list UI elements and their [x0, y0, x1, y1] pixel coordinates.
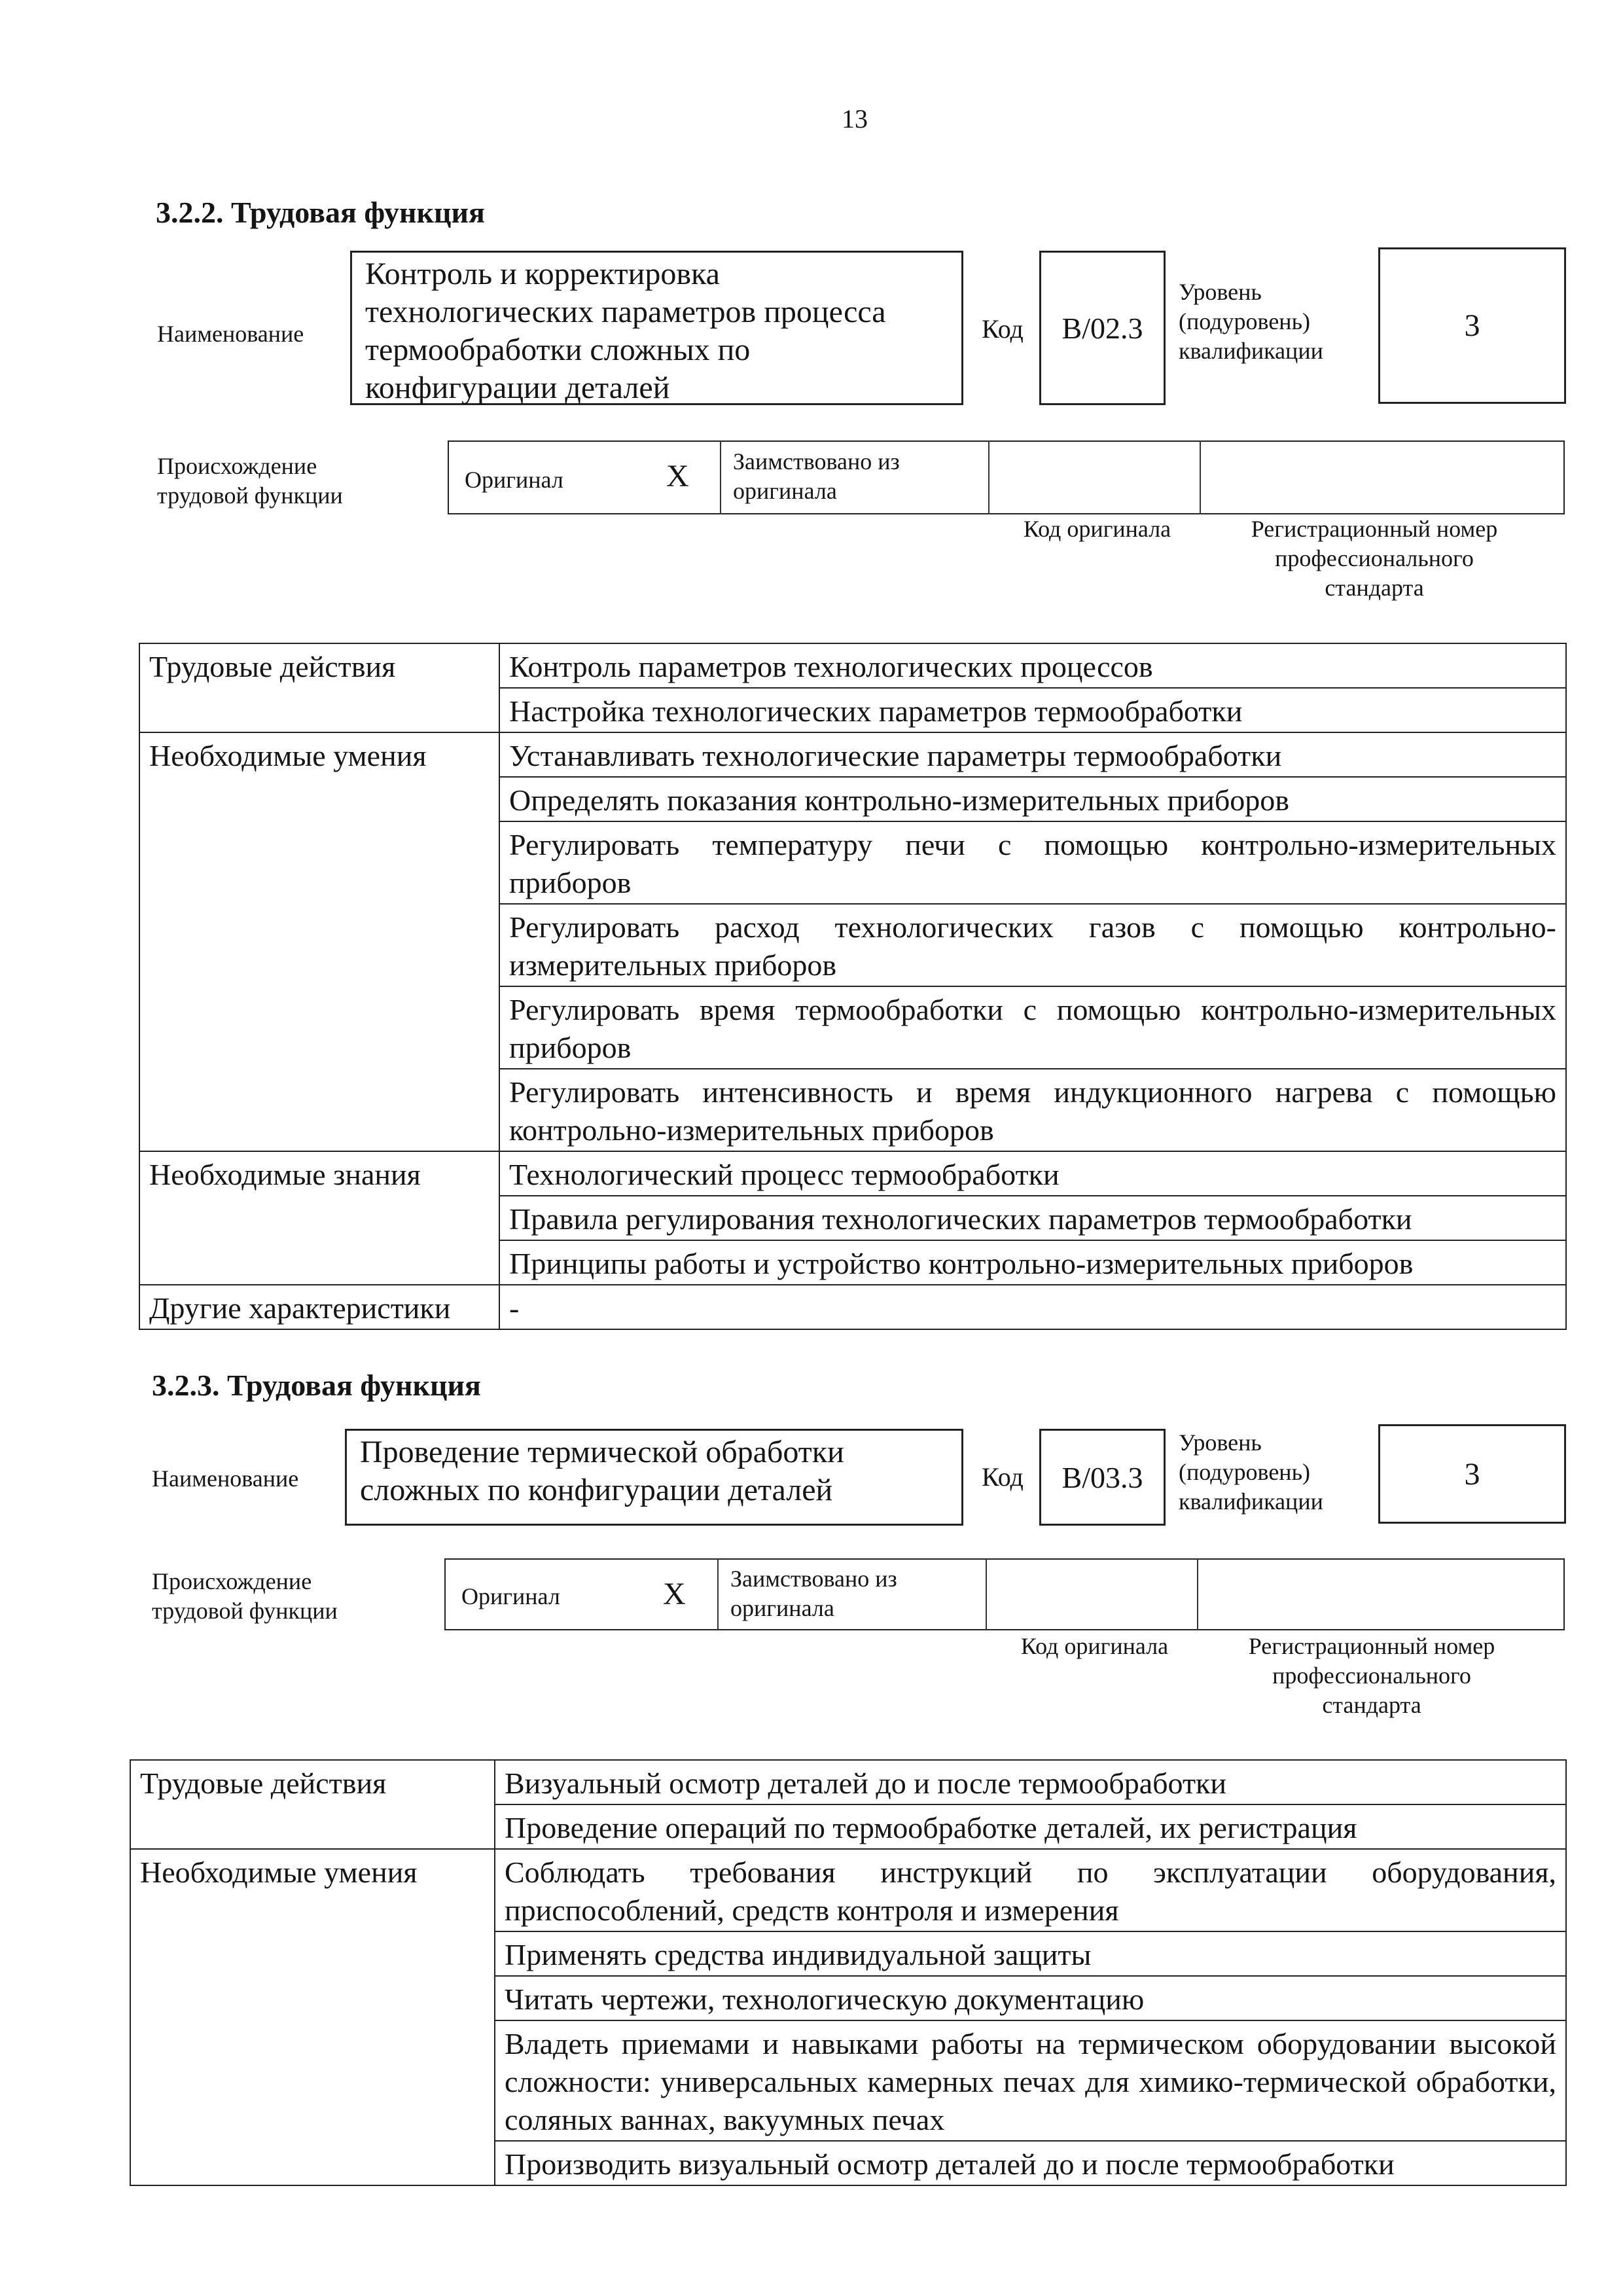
code-label: Код — [982, 314, 1024, 344]
skill-item: Владеть приемами и навыками работы на термическом оборудовании высокой сложности: универсальных камерных печах для химико-термической обработки, соляных ваннах, вакуумных печах — [495, 2020, 1566, 2141]
knowledge-item: Правила регулирования технологических параметров термообработки — [499, 1196, 1566, 1240]
section-title: 3.2.3. Трудовая функция — [152, 1369, 481, 1402]
category-actions: Трудовые действия — [139, 643, 499, 732]
name-label: Наименование — [157, 321, 304, 347]
original-code-label: Код оригинала — [1020, 1633, 1169, 1659]
original-mark: X — [663, 1577, 686, 1611]
table-row — [139, 1151, 1566, 1196]
other-value: - — [499, 1285, 1566, 1329]
function-details-table — [130, 1759, 1567, 2186]
borrowed-label: Заимствовано из оригинала — [733, 448, 900, 504]
action-item: Проведение операций по термообработке деталей, их регистрация — [495, 1804, 1566, 1849]
skill-item: Применять средства индивидуальной защиты — [495, 1931, 1566, 1976]
skill-item: Устанавливать технологические параметры термообработки — [499, 732, 1566, 777]
table-row — [130, 1760, 1566, 1804]
divider — [717, 1558, 719, 1630]
divider — [1200, 440, 1201, 514]
function-code: B/02.3 — [1039, 251, 1166, 405]
level-label: Уровень (подуровень) квалификации — [1179, 1429, 1323, 1515]
reg-number-label: Регистрационный номер профессионального стандарта — [1248, 1633, 1495, 1718]
category-knowledge: Необходимые знания — [139, 1151, 499, 1285]
divider — [986, 1558, 987, 1630]
original-mark: X — [666, 459, 689, 493]
skill-item: Читать чертежи, технологическую документацию — [495, 1976, 1566, 2020]
action-item: Контроль параметров технологических процессов — [499, 643, 1566, 688]
knowledge-item: Принципы работы и устройство контрольно-измерительных приборов — [499, 1240, 1566, 1285]
divider — [988, 440, 990, 514]
skill-item: Определять показания контрольно-измерительных приборов — [499, 777, 1566, 821]
skill-item: Регулировать расход технологических газов с помощью контрольно-измерительных приборов — [499, 904, 1566, 986]
function-name-box: Проведение термической обработки сложных по конфигурации деталей — [345, 1429, 963, 1526]
origin-row — [444, 1558, 1565, 1630]
category-skills: Необходимые умения — [130, 1849, 495, 2185]
table-row — [139, 732, 1566, 777]
section-title: 3.2.2. Трудовая функция — [156, 196, 485, 229]
table-row — [130, 1849, 1566, 1931]
reg-number-label: Регистрационный номер профессионального стандарта — [1251, 516, 1498, 601]
table-row — [139, 643, 1566, 688]
qualification-level: 3 — [1378, 247, 1566, 404]
qualification-level: 3 — [1378, 1424, 1566, 1524]
function-details-table — [139, 643, 1567, 1330]
original-code-label: Код оригинала — [1023, 516, 1171, 542]
page-number: 13 — [842, 104, 868, 134]
action-item: Настройка технологических параметров термообработки — [499, 688, 1566, 732]
skill-item: Регулировать время термообработки с помощью контрольно-измерительных приборов — [499, 986, 1566, 1069]
skill-item: Регулировать интенсивность и время индукционного нагрева с помощью контрольно-измерительных приборов — [499, 1069, 1566, 1151]
action-item: Визуальный осмотр деталей до и после термообработки — [495, 1760, 1566, 1804]
original-label: Оригинал — [461, 1583, 560, 1609]
original-label: Оригинал — [465, 467, 563, 493]
origin-label: Происхождение трудовой функции — [152, 1568, 338, 1624]
code-label: Код — [982, 1462, 1024, 1492]
level-label: Уровень (подуровень) квалификации — [1179, 279, 1323, 364]
origin-row — [448, 440, 1565, 514]
category-other: Другие характеристики — [139, 1285, 499, 1329]
divider — [1197, 1558, 1198, 1630]
origin-label: Происхождение трудовой функции — [157, 453, 343, 509]
skill-item: Регулировать температуру печи с помощью контрольно-измерительных приборов — [499, 821, 1566, 904]
skill-item: Производить визуальный осмотр деталей до и после термообработки — [495, 2141, 1566, 2185]
function-code: B/03.3 — [1039, 1429, 1166, 1526]
borrowed-label: Заимствовано из оригинала — [730, 1566, 897, 1621]
knowledge-item: Технологический процесс термообработки — [499, 1151, 1566, 1196]
category-skills: Необходимые умения — [139, 732, 499, 1151]
category-actions: Трудовые действия — [130, 1760, 495, 1849]
function-name-box: Контроль и корректировка технологических параметров процесса термообработки сложных по конфигурации деталей — [350, 251, 963, 405]
divider — [720, 440, 721, 514]
name-label: Наименование — [152, 1465, 299, 1492]
table-row — [139, 1285, 1566, 1329]
skill-item: Соблюдать требования инструкций по эксплуатации оборудования, приспособлений, средств контроля и измерения — [495, 1849, 1566, 1931]
